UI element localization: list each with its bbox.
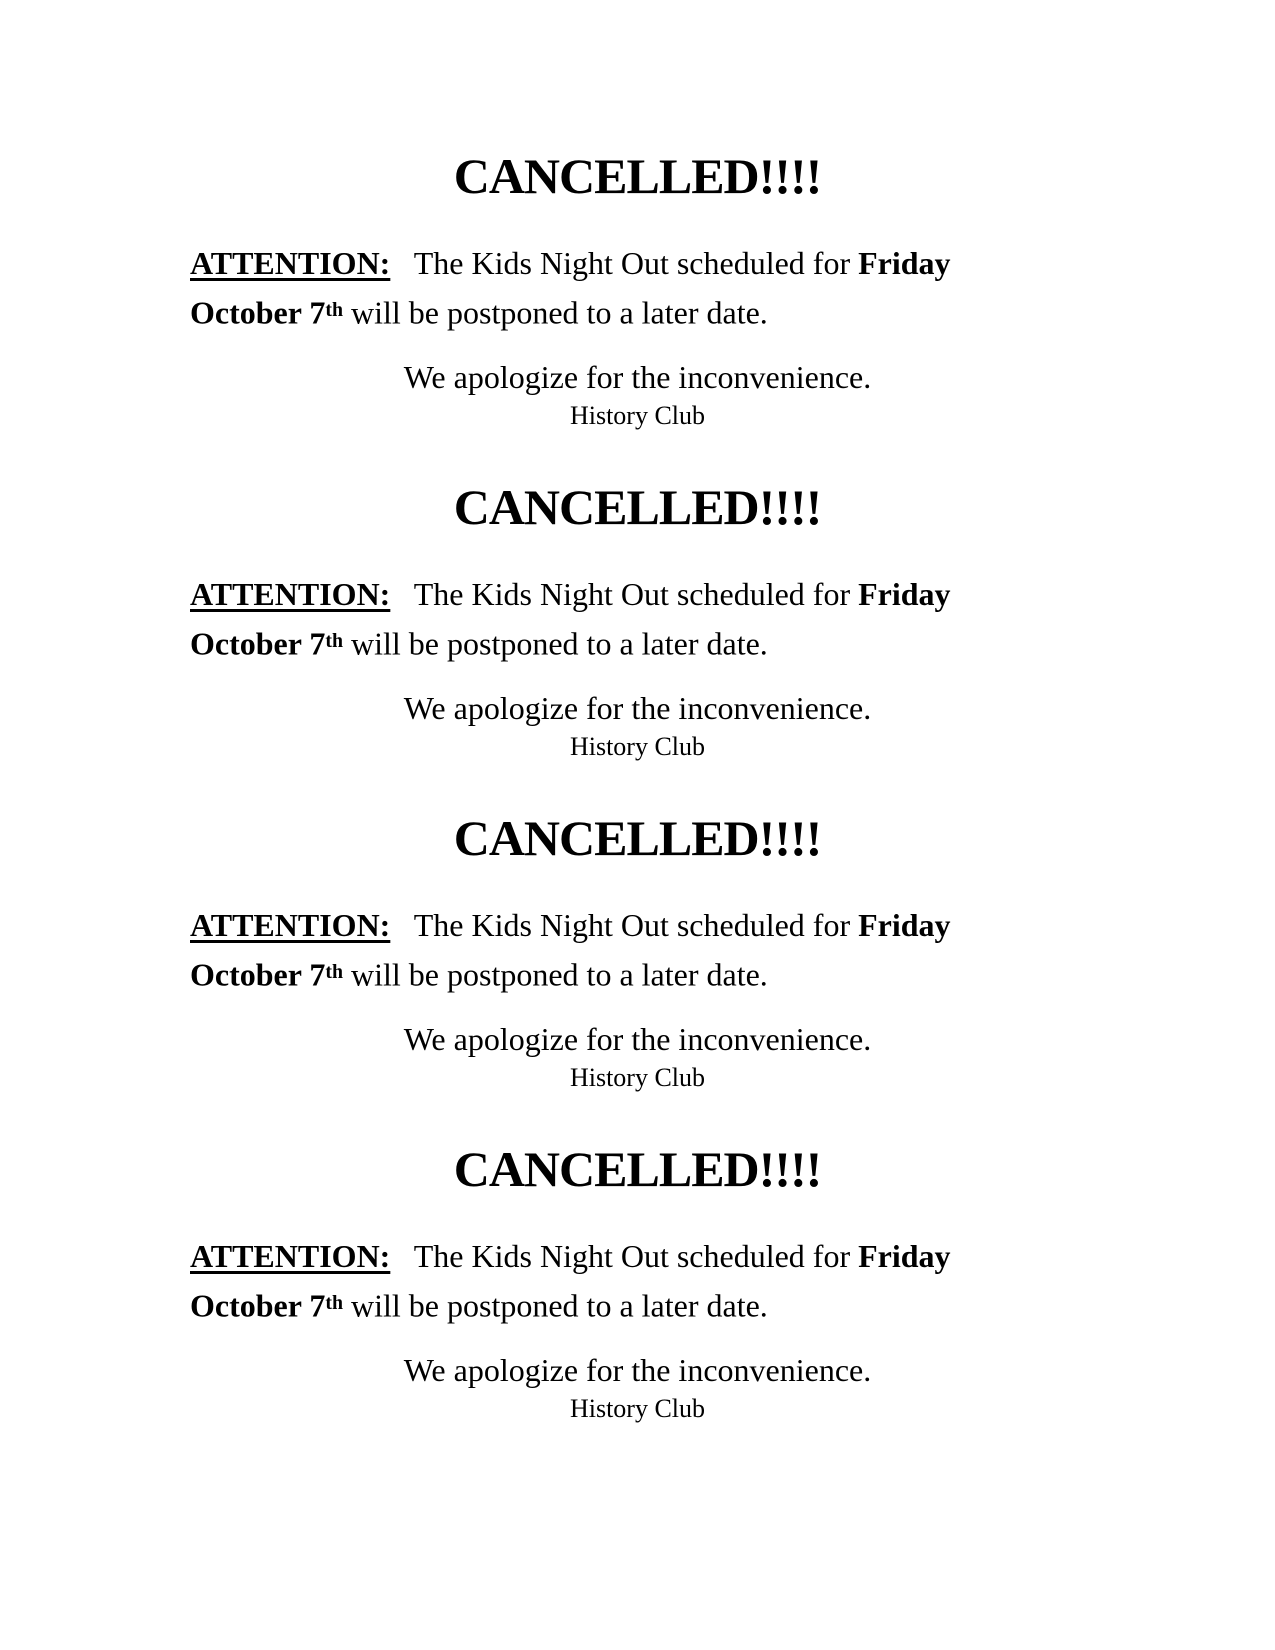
signature-line: History Club [569, 1393, 706, 1423]
body-text-before: The Kids Night Out scheduled for [413, 1238, 851, 1274]
attention-label: ATTENTION: [190, 245, 391, 281]
bold-day: Friday [858, 907, 951, 943]
body-text-before: The Kids Night Out scheduled for [413, 245, 851, 281]
date-ordinal-suffix: th [325, 630, 344, 652]
attention-label: ATTENTION: [190, 576, 391, 612]
attention-paragraph [190, 902, 1085, 999]
body-text-before: The Kids Night Out scheduled for [413, 576, 851, 612]
bold-date: October 7 [190, 1287, 326, 1324]
attention-label: ATTENTION: [190, 907, 391, 943]
bold-day: Friday [858, 576, 951, 612]
bold-date: October 7 [190, 625, 326, 662]
date-ordinal-suffix: th [325, 961, 344, 983]
body-text-after: will be postponed to a later date. [351, 294, 768, 331]
cancellation-notice [190, 810, 1085, 1141]
body-text-after: will be postponed to a later date. [351, 1287, 768, 1324]
attention-paragraph [190, 240, 1085, 337]
apology-line: We apologize for the inconvenience. [403, 358, 872, 395]
date-ordinal-suffix: th [325, 1292, 344, 1314]
cancelled-heading: CANCELLED!!!! [453, 479, 822, 535]
apology-line: We apologize for the inconvenience. [403, 1020, 872, 1057]
cancellation-notice [190, 1141, 1085, 1472]
attention-paragraph [190, 1233, 1085, 1330]
body-text-after: will be postponed to a later date. [351, 625, 768, 662]
cancelled-heading: CANCELLED!!!! [453, 1141, 822, 1197]
cancelled-heading: CANCELLED!!!! [453, 148, 822, 204]
signature-line: History Club [569, 731, 706, 761]
body-text-before: The Kids Night Out scheduled for [413, 907, 851, 943]
body-text-after: will be postponed to a later date. [351, 956, 768, 993]
date-ordinal-suffix: th [325, 299, 344, 321]
attention-paragraph [190, 571, 1085, 668]
cancellation-notice [190, 148, 1085, 479]
bold-day: Friday [858, 1238, 951, 1274]
signature-line: History Club [569, 1062, 706, 1092]
signature-line: History Club [569, 400, 706, 430]
cancellation-notice [190, 479, 1085, 810]
apology-line: We apologize for the inconvenience. [403, 689, 872, 726]
attention-label: ATTENTION: [190, 1238, 391, 1274]
bold-date: October 7 [190, 956, 326, 993]
cancelled-heading: CANCELLED!!!! [453, 810, 822, 866]
apology-line: We apologize for the inconvenience. [403, 1351, 872, 1388]
bold-day: Friday [858, 245, 951, 281]
bold-date: October 7 [190, 294, 326, 331]
